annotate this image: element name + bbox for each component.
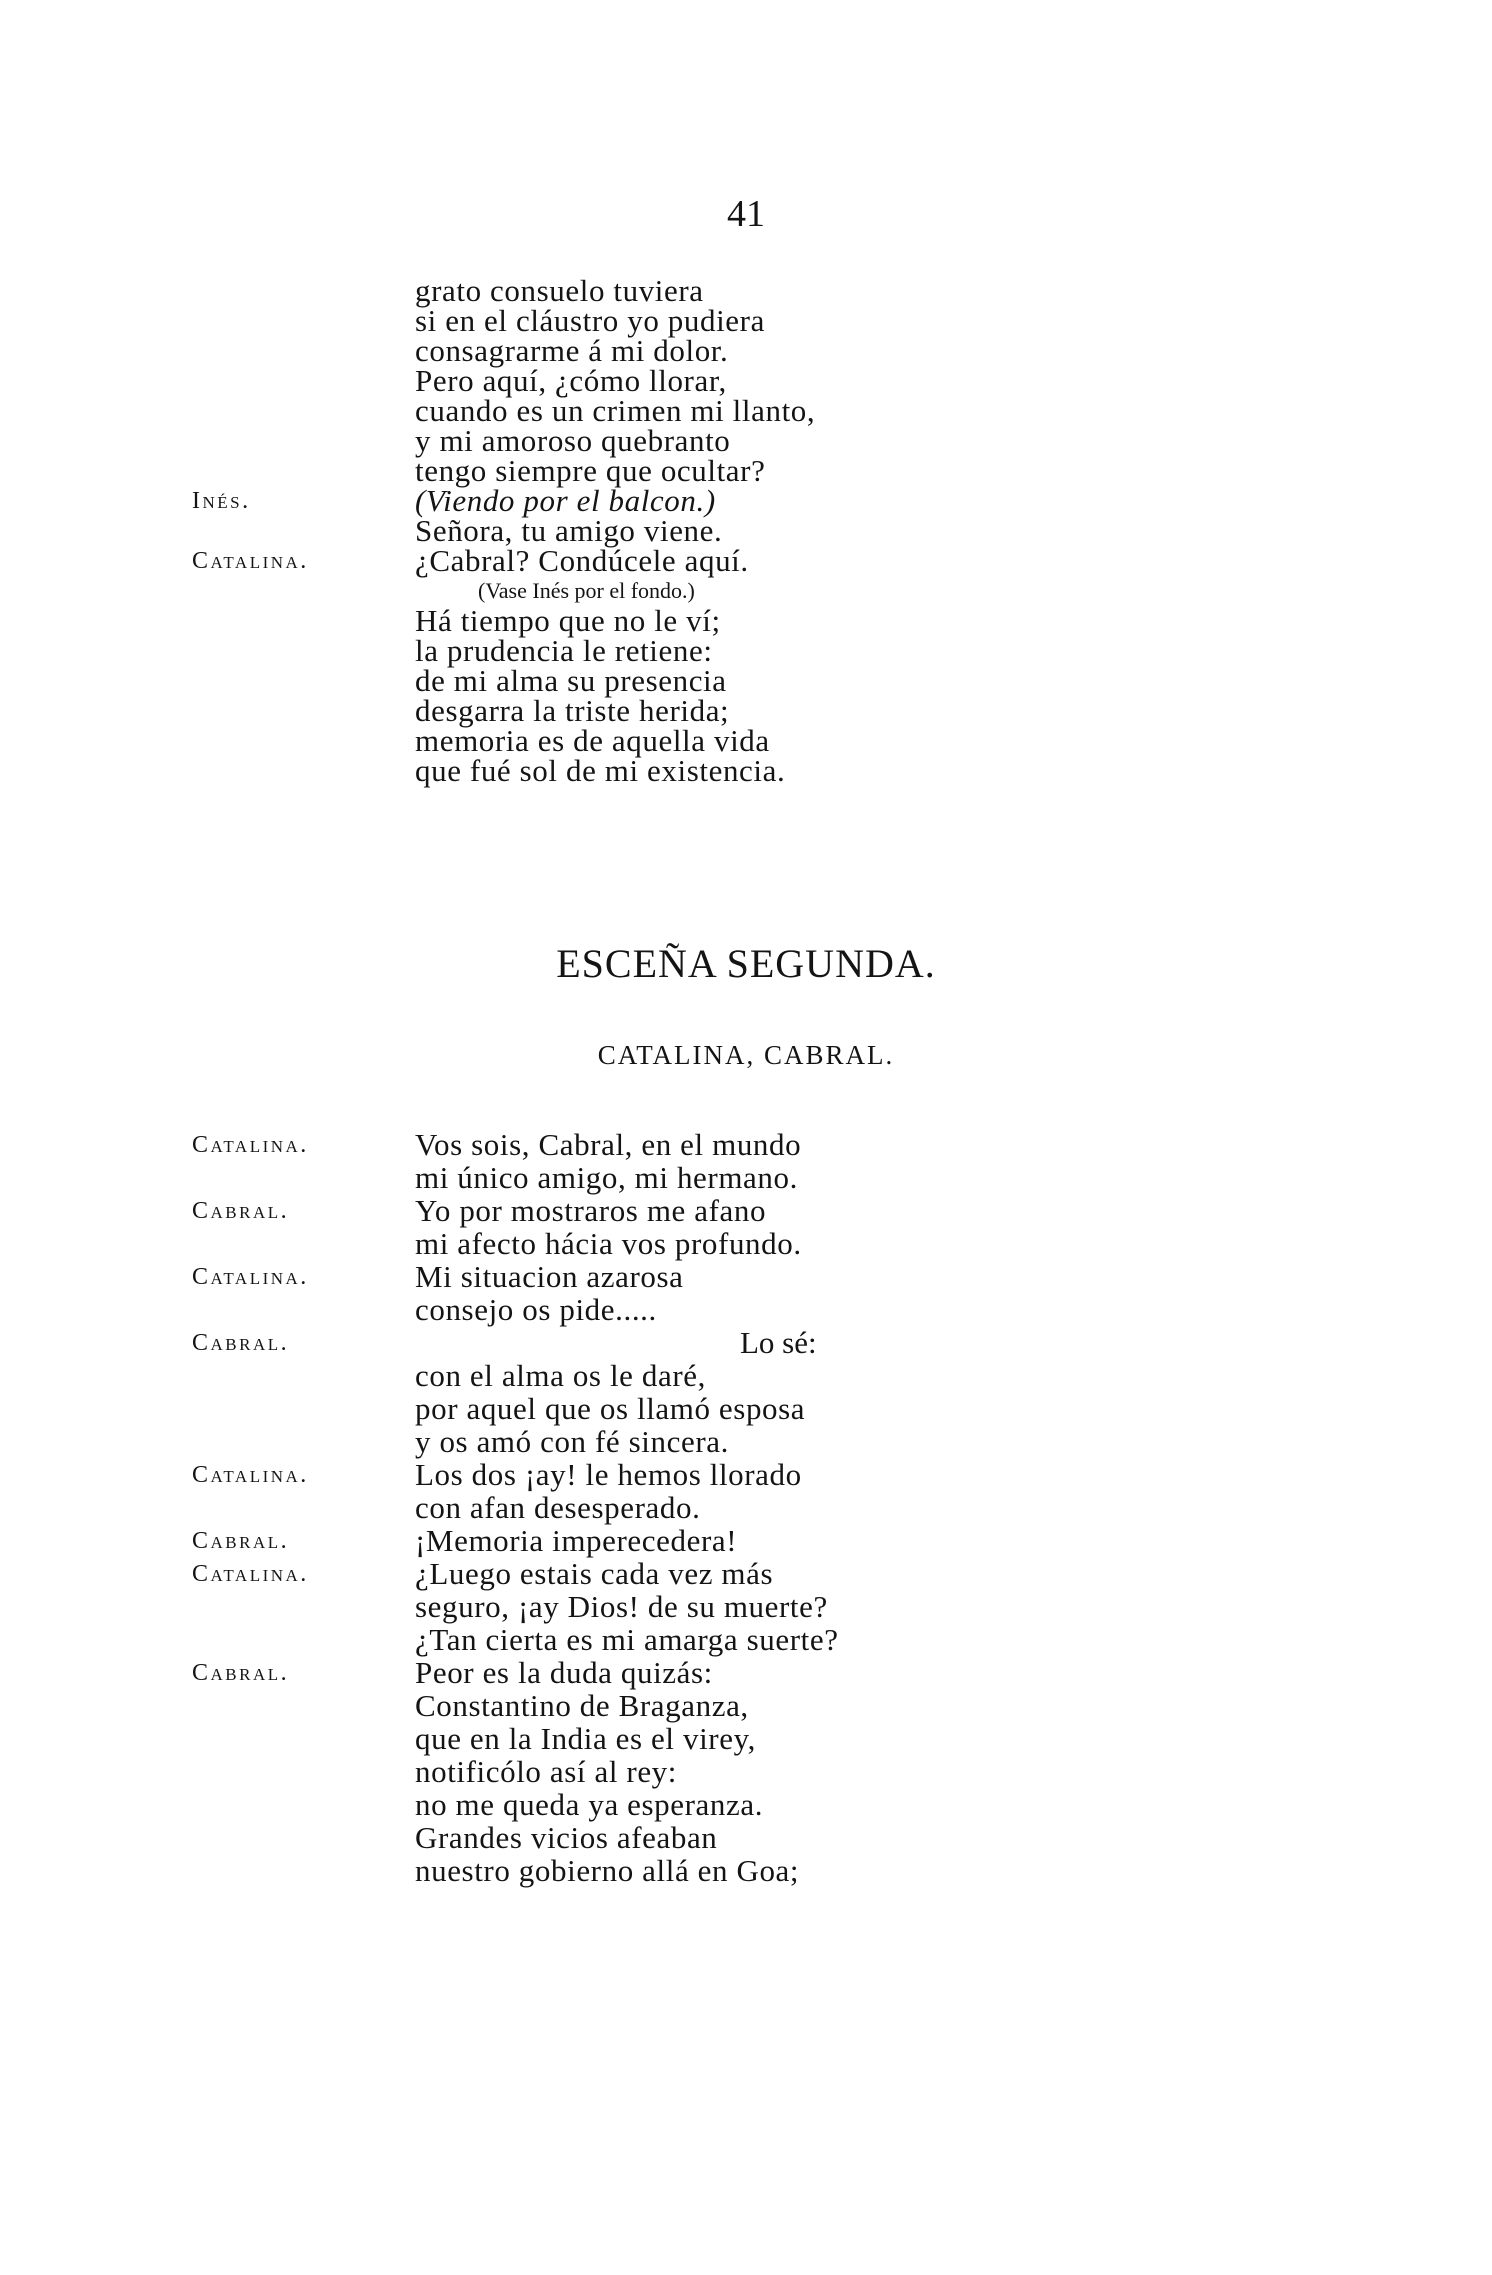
verse-line: que en la India es el virey, [415, 1721, 757, 1756]
verse-row [0, 513, 1492, 548]
verse-line: ¿Luego estais cada vez más [415, 1556, 774, 1591]
verse-row [0, 483, 1492, 518]
dialogue-row [0, 1391, 1492, 1427]
verse-line: Constantino de Braganza, [415, 1688, 749, 1723]
verse-line: que fué sol de mi existencia. [415, 753, 786, 788]
dialogue-row [0, 1589, 1492, 1625]
verse-row [0, 393, 1492, 428]
verse-row [0, 423, 1492, 458]
verse-line: con el alma os le daré, [415, 1358, 706, 1393]
dialogue-row [0, 1688, 1492, 1724]
verse-line: Vos sois, Cabral, en el mundo [415, 1127, 802, 1162]
verse-line: Los dos ¡ay! le hemos llorado [415, 1457, 802, 1492]
verse-line: Señora, tu amigo viene. [415, 513, 723, 548]
verse-line: cuando es un crimen mi llanto, [415, 393, 816, 428]
dialogue-row [0, 1292, 1492, 1328]
verse-line: notificólo así al rey: [415, 1754, 677, 1789]
dialogue-block [0, 1127, 1492, 1889]
dialogue-row [0, 1160, 1492, 1196]
verse-row [0, 333, 1492, 368]
scene-title: ESCEÑA SEGUNDA. [556, 941, 936, 986]
dialogue-row [0, 1424, 1492, 1460]
verse-line: Grandes vicios afeaban [415, 1820, 718, 1855]
verse-line: y os amó con fé sincera. [415, 1424, 729, 1459]
verse-row [0, 663, 1492, 698]
verse-line: por aquel que os llamó esposa [415, 1391, 806, 1426]
verse-line: ¿Tan cierta es mi amarga suerte? [415, 1622, 839, 1657]
verse-line: Peor es la duda quizás: [415, 1655, 713, 1690]
verse-line: Pero aquí, ¿cómo llorar, [415, 363, 727, 398]
dialogue-row [0, 1358, 1492, 1394]
stage-direction-row [0, 576, 1492, 606]
verse-line: (Viendo por el balcon.) [415, 483, 716, 518]
scene-characters: CATALINA, CABRAL. [597, 1040, 895, 1070]
verse-line: la prudencia le retiene: [415, 633, 713, 668]
verse-line: si en el cláustro yo pudiera [415, 303, 765, 338]
verse-block-1 [0, 273, 1492, 578]
speaker-name: Cabral. [192, 1660, 290, 1686]
verse-row [0, 753, 1492, 788]
verse-line: Yo por mostraros me afano [415, 1193, 767, 1228]
speaker-name: Inés. [192, 488, 251, 514]
speaker-name: Catalina. [192, 1132, 309, 1158]
dialogue-row [0, 1259, 1492, 1295]
verse-row [0, 303, 1492, 338]
dialogue-row [0, 1853, 1492, 1889]
dialogue-row [0, 1490, 1492, 1526]
dialogue-row [0, 1325, 1492, 1361]
speaker-name: Cabral. [192, 1330, 290, 1356]
stage-direction: (Vase Inés por el fondo.) [478, 578, 695, 603]
dialogue-row [0, 1457, 1492, 1493]
verse-row [0, 603, 1492, 638]
verse-line: consagrarme á mi dolor. [415, 333, 729, 368]
verse-line: Lo sé: [740, 1325, 817, 1360]
dialogue-row [0, 1193, 1492, 1229]
verse-line: Mi situacion azarosa [415, 1259, 684, 1294]
verse-line: con afan desesperado. [415, 1490, 701, 1525]
verse-row [0, 633, 1492, 668]
speaker-name: Catalina. [192, 548, 309, 574]
speaker-name: Cabral. [192, 1198, 290, 1224]
verse-row [0, 693, 1492, 728]
verse-block-2 [0, 603, 1492, 788]
verse-line: desgarra la triste herida; [415, 693, 730, 728]
verse-line: mi único amigo, mi hermano. [415, 1160, 798, 1195]
dialogue-row [0, 1787, 1492, 1823]
dialogue-row [0, 1127, 1492, 1163]
dialogue-row [0, 1226, 1492, 1262]
verse-row [0, 723, 1492, 758]
page-number: 41 [727, 193, 765, 235]
verse-line: ¡Memoria imperecedera! [415, 1523, 738, 1558]
verse-line: mi afecto hácia vos profundo. [415, 1226, 802, 1261]
verse-line: memoria es de aquella vida [415, 723, 770, 758]
verse-row [0, 453, 1492, 488]
verse-line: nuestro gobierno allá en Goa; [415, 1853, 800, 1888]
verse-line: tengo siempre que ocultar? [415, 453, 766, 488]
dialogue-row [0, 1754, 1492, 1790]
verse-row [0, 543, 1492, 578]
verse-row [0, 273, 1492, 308]
verse-line: seguro, ¡ay Dios! de su muerte? [415, 1589, 828, 1624]
speaker-name: Catalina. [192, 1561, 309, 1587]
verse-line: de mi alma su presencia [415, 663, 727, 698]
dialogue-row [0, 1523, 1492, 1559]
dialogue-row [0, 1556, 1492, 1592]
dialogue-row [0, 1655, 1492, 1691]
verse-line: no me queda ya esperanza. [415, 1787, 764, 1822]
dialogue-row [0, 1820, 1492, 1856]
verse-line: consejo os pide..... [415, 1292, 657, 1327]
verse-row [0, 363, 1492, 398]
dialogue-row [0, 1622, 1492, 1658]
verse-line: y mi amoroso quebranto [415, 423, 731, 458]
verse-line: ¿Cabral? Condúcele aquí. [415, 543, 749, 578]
verse-line: grato consuelo tuviera [415, 273, 704, 308]
speaker-name: Catalina. [192, 1462, 309, 1488]
speaker-name: Cabral. [192, 1528, 290, 1554]
speaker-name: Catalina. [192, 1264, 309, 1290]
dialogue-row [0, 1721, 1492, 1757]
verse-line: Há tiempo que no le ví; [415, 603, 721, 638]
